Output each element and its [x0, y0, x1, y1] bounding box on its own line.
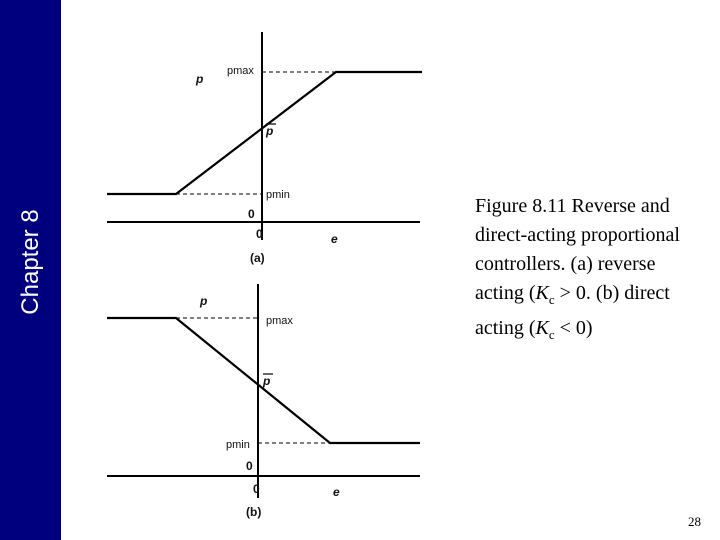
- page-number: 28: [688, 514, 701, 529]
- figure-caption: Figure 8.11 Reverse and direct-acting proportional controllers. (a) reverse acting ($K_c > 0$. (b) direct acting $(K_c < 0)$: [475, 195, 680, 342]
- panel-a-caption-label: (a): [250, 251, 265, 265]
- panel-a-pbar-label: p: [266, 124, 274, 138]
- panel-b-zero-y-label: 0: [246, 459, 253, 473]
- panel-a-zero-x-label: 0: [256, 227, 263, 241]
- panel-a-response-line: [107, 72, 422, 194]
- panel-a-pmin-label: pmin: [266, 189, 290, 201]
- panel-a-e-label: e: [331, 232, 338, 246]
- panel-b-pmax-label: pmax: [266, 315, 293, 327]
- panel-b-caption-label: (b): [246, 505, 262, 519]
- panel-a-p-label: p: [196, 72, 204, 86]
- panel-b-pbar-label: p: [263, 374, 271, 388]
- panel-a: [107, 32, 422, 265]
- panel-a-zero-y-label: 0: [248, 207, 255, 221]
- chapter-label: Chapter 8: [17, 209, 44, 315]
- panel-b-p-label: p: [200, 294, 208, 308]
- panel-a-pmax-label: pmax: [227, 65, 254, 77]
- panel-b-e-label: e: [333, 485, 340, 499]
- panel-b: [107, 284, 420, 519]
- panel-b-pmin-label: pmin: [226, 439, 250, 451]
- panel-b-zero-x-label: 0: [253, 482, 260, 496]
